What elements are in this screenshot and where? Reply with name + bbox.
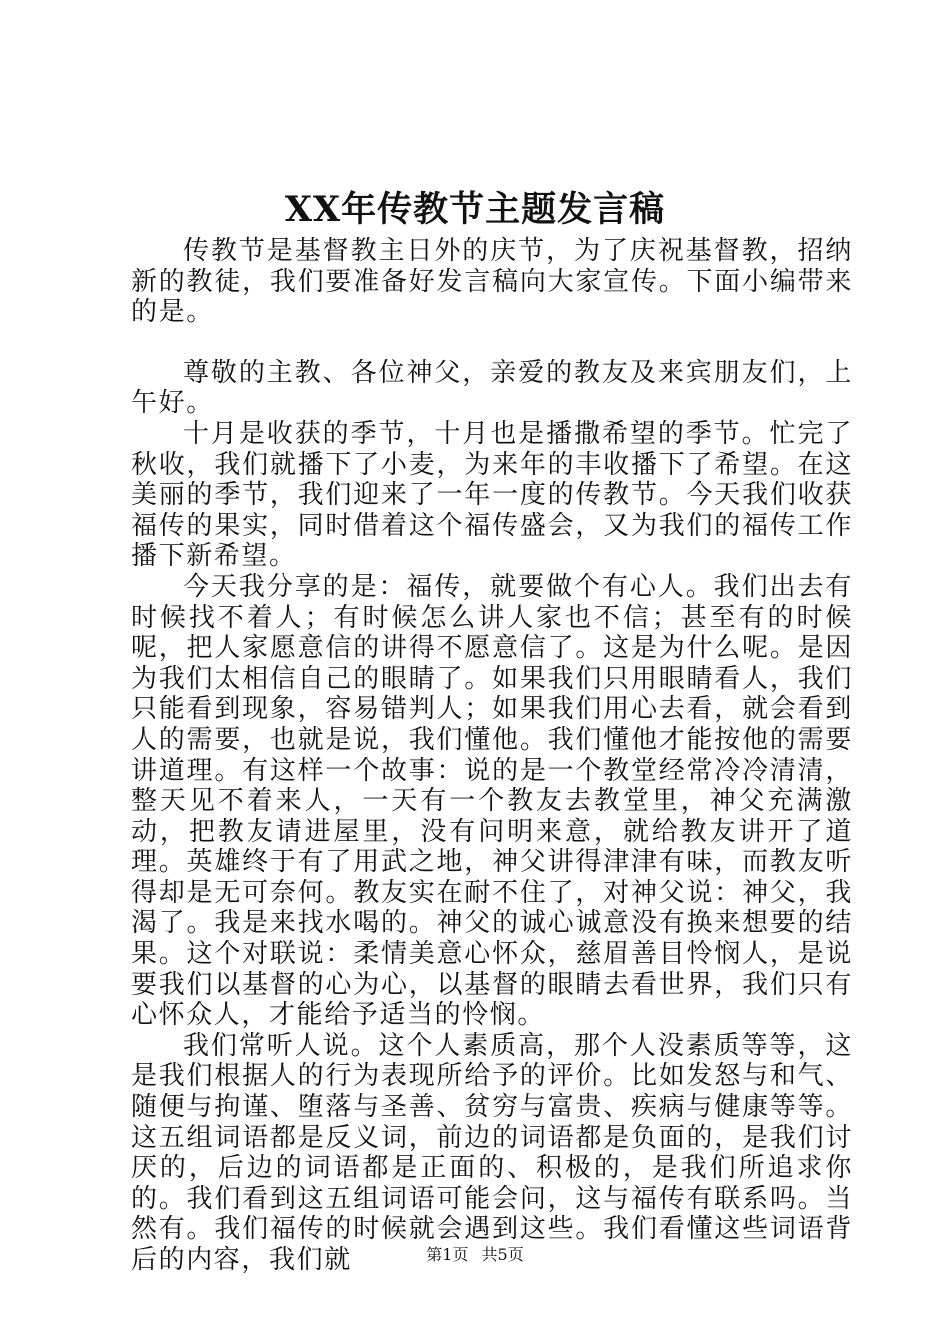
paragraph-quality: 我们常听人说。这个人素质高，那个人没素质等等，这是我们根据人的行为表现所给予的评价。比如发怒与和气、随便与拘谨、堕落与圣善、贫穷与富贵、疾病与健康等等。这五组词语都是反义词，前边的词语都是负面的，是我们讨厌的，后边的词语都是正面的、积极的，是我们所追求你的。我们看到这五组词语可能会问，这与福传有联系吗。当然有。我们福传的时候就会遇到这些。我们看懂这些词语背后的内容，我们就 bbox=[131, 1030, 853, 1275]
page-total: 共5页 bbox=[481, 1245, 524, 1264]
page-footer bbox=[0, 1244, 950, 1266]
paragraph-intro: 传教节是基督教主日外的庆节，为了庆祝基督教，招纳新的教徒，我们要准备好发言稿向大家宣传。下面小编带来的是。 bbox=[131, 236, 853, 328]
paragraph-october: 十月是收获的季节，十月也是播撒希望的季节。忙完了秋收，我们就播下了小麦，为来年的丰收播下了希望。在这美丽的季节，我们迎来了一年一度的传教节。今天我们收获福传的果实，同时借着这个福传盛会，又为我们的福传工作播下新希望。 bbox=[131, 418, 853, 572]
paragraph-sharing: 今天我分享的是：福传，就要做个有心人。我们出去有时候找不着人；有时候怎么讲人家也不信；甚至有的时候呢，把人家愿意信的讲得不愿意信了。这是为什么呢。是因为我们太相信自己的眼睛了。如果我们只用眼睛看人，我们只能看到现象，容易错判人；如果我们用心去看，就会看到人的需要，也就是说，我们懂他。我们懂他才能按他的需要讲道理。有这样一个故事：说的是一个教堂经常冷冷清清，整天见不着来人，一天有一个教友去教堂里，神父充满激动，把教友请进屋里，没有问明来意，就给教友讲开了道理。英雄终于有了用武之地，神父讲得津津有味，而教友听得却是无可奈何。教友实在耐不住了，对神父说：神父，我渴了。我是来找水喝的。神父的诚心诚意没有换来想要的结果。这个对联说：柔情美意心怀众，慈眉善目怜悯人，是说要我们以基督的心为心，以基督的眼睛去看世界，我们只有心怀众人，才能给予适当的怜悯。 bbox=[131, 571, 853, 1031]
paragraph-greeting: 尊敬的主教、各位神父，亲爱的教友及来宾朋友们，上午好。 bbox=[131, 357, 853, 419]
document-title: XX年传教节主题发言稿 bbox=[284, 189, 666, 230]
document-body bbox=[131, 236, 853, 1276]
page-number: 第1页 bbox=[426, 1245, 469, 1264]
